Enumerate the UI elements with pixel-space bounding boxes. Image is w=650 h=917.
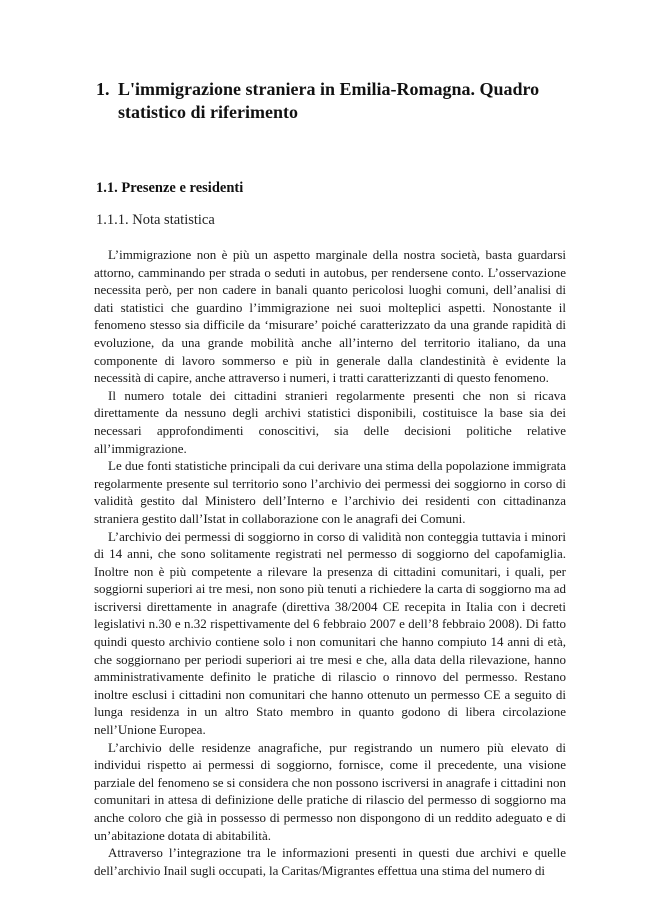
paragraph: L’archivio dei permessi di soggiorno in corso di validità non conteggia tuttavia i minori di 14 anni, che sono solitamente registrati nel permesso di soggiorno del capofamiglia. Inoltre non è più competente a rilevare la presenza di cittadini comunitari, i quali, per soggiorni superiori ai tre mesi, non sono più tenuti a richiedere la carta di soggiorno ma ad iscriversi direttamente in anagrafe (direttiva 38/2004 CE recepita in Italia con i decreti legislativi n.30 e n.32 rispettivamente del 6 febbraio 2007 e dell’8 febbraio 2008). Di fatto quindi questo archivio contiene solo i non comunitari che hanno compiuto 14 anni di età, che soggiornano per periodi superiori ai tre mesi e che, alla data della rilevazione, hanno amministrativamente definito le pratiche di rilascio o rinnovo del permesso. Restano inoltre esclusi i cittadini non comunitari che hanno ottenuto un permesso CE a seguito di lunga residenza in un altro Stato membro in quanto godono di libera circolazione nell’Unione Europea.	[94, 528, 566, 738]
section-heading: 1.1. Presenze e residenti	[96, 180, 244, 196]
chapter-title: L'immigrazione straniera in Emilia-Romagna. Quadro statistico di riferimento	[118, 79, 540, 122]
paragraph: Le due fonti statistiche principali da cui derivare una stima della popolazione immigrata regolarmente presente sul territorio sono l’archivio dei permessi dei soggiorno in corso di validità gestito dal Ministero dell’Interno e l’archivio dei residenti con cittadinanza straniera gestito dall’Istat in collaborazione con le anagrafi dei Comuni.	[94, 458, 566, 526]
paragraph: L’immigrazione non è più un aspetto marginale della nostra società, basta guardarsi attorno, camminando per strada o seduti in autobus, per rendersene conto. L’osservazione necessita però, per non cadere in banali quanto pericolosi luoghi comuni, dell’analisi di dati statistici che guardino l’immigrazione nei suoi molteplici aspetti. Nonostante il fenomeno stesso sia difficile da ‘misurare’ poiché caratterizzato da una grande rapidità di evoluzione, da una grande mobilità anche all’interno del territorio italiano, da una componente di lavoro sommerso e più in generale dalla clandestinità è evidente la necessità di capire, anche attraverso i numeri, i tratti caratterizzanti di questo fenomeno.	[94, 247, 566, 386]
chapter-number: 1.	[96, 79, 110, 99]
paragraph: L’archivio delle residenze anagrafiche, pur registrando un numero più elevato di individui rispetto ai permessi di soggiorno, fornisce, come il precedente, una visione parziale del fenomeno se si considera che non possono iscriversi in anagrafe i cittadini non comunitari in attesa di definizione delle pratiche di rilascio del permesso di soggiorno ma anche coloro che già in possesso di permesso non dispongono di un reddito adeguato e di un’abitazione dotata di abitabilità.	[94, 739, 566, 843]
body-text	[94, 246, 566, 879]
chapter-heading	[96, 78, 570, 124]
paragraph: Attraverso l’integrazione tra le informazioni presenti in questi due archivi e quelle dell’archivio Inail sugli occupati, la Caritas/Migrantes effettua una stima del numero di	[94, 845, 566, 878]
subsection-heading: 1.1.1. Nota statistica	[96, 212, 215, 228]
paragraph: Il numero totale dei cittadini stranieri regolarmente presenti che non si ricava direttamente da nessuno degli archivi statistici disponibili, costituisce la base sia dei necessari approfondimenti conoscitivi, sia delle decisioni politiche relative all’immigrazione.	[94, 387, 566, 456]
